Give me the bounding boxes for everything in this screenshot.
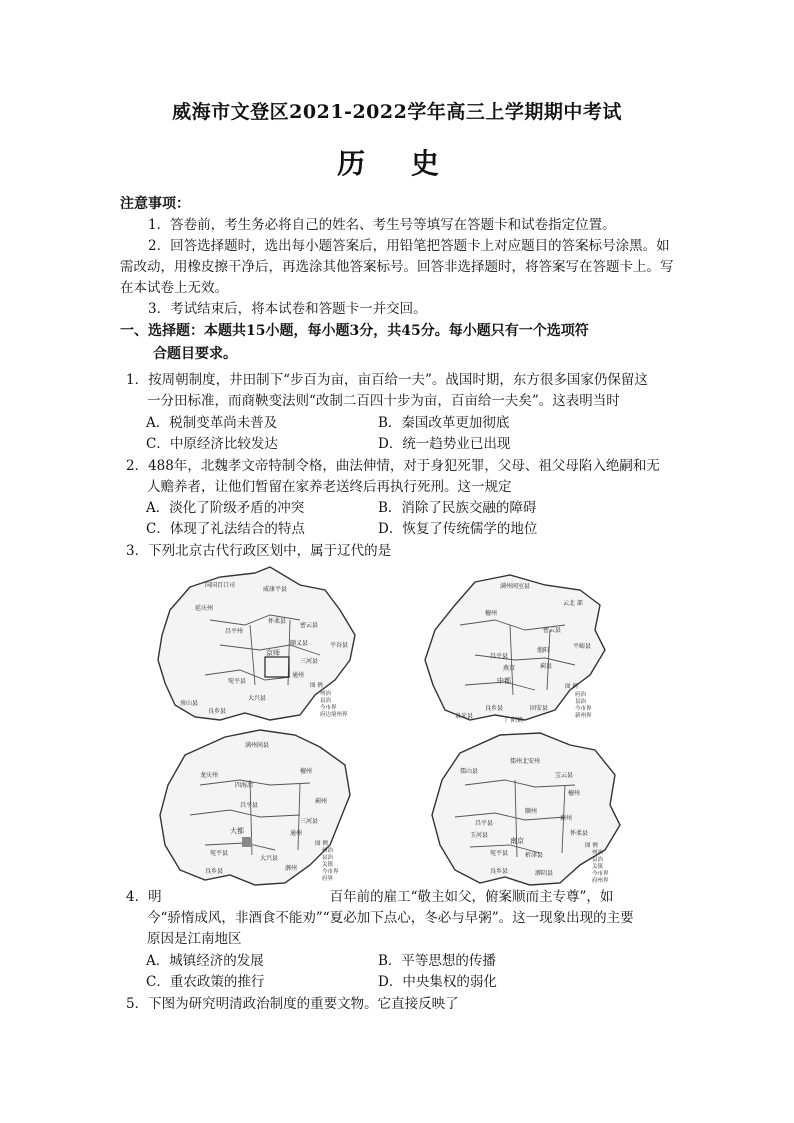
legend-item: 州治	[322, 848, 334, 854]
map-capital: 南京	[510, 837, 524, 845]
map-option-b[interactable]	[415, 570, 615, 735]
legend-item: 今市界	[592, 871, 609, 877]
place-label: 昌平县	[240, 802, 259, 809]
notice-heading: 注意事项：	[120, 196, 190, 212]
option-b[interactable]: B．秦国改革更加彻底	[378, 415, 510, 431]
question-text-cont: 一分田标准，而商鞅变法则“改制二百四十步为亩，百亩给一夫矣”。这表明当时	[147, 393, 620, 409]
option-d[interactable]: D．统一趋势业已出现	[378, 436, 511, 452]
exam-title: 威海市文登区2021-2022学年高三上学期期中考试	[172, 101, 622, 123]
legend-item: 今市界	[322, 869, 339, 875]
option-d[interactable]: D．中央集权的弱化	[378, 974, 497, 990]
legend-item: 新州界	[575, 713, 592, 719]
place-label: 宛平县	[228, 678, 247, 685]
place-label: 宛平县	[210, 850, 229, 857]
place-label: 密云县	[300, 622, 319, 629]
map-option-a[interactable]	[150, 565, 370, 730]
question-number: 1．	[126, 372, 149, 388]
place-label: 怀柔县	[268, 618, 287, 625]
place-label: 国国百口司	[205, 582, 236, 589]
place-label: 大兴县	[248, 695, 267, 702]
place-label: 平峪县	[573, 643, 592, 650]
legend-item: 府州界	[592, 878, 609, 884]
legend-item: 县治	[575, 699, 587, 705]
place-label: 漷阴县	[535, 870, 554, 877]
place-label: 儒山县	[460, 768, 479, 775]
question-4-options	[146, 951, 666, 993]
place-label: 檀州	[568, 790, 581, 797]
notice-item-3: 3．考试结束后，将本试卷和答题卡一并交回。	[148, 301, 427, 317]
legend-item: 今市界	[575, 706, 592, 712]
question-text: 488年，北魏孝文帝特制令格，曲法伸情，对于身犯死罪，父母、祖父母陷入绝嗣和无	[148, 458, 660, 474]
legend-item: 州治	[592, 850, 604, 856]
question-5	[126, 994, 678, 1015]
place-label: 通州	[290, 830, 303, 837]
place-label: 蓟州	[315, 798, 328, 805]
legend-item: 关镇	[592, 864, 604, 870]
question-text-cont: 原因是江南地区	[147, 931, 242, 947]
map-option-d[interactable]	[420, 725, 625, 890]
place-label: 四海冶	[235, 782, 254, 789]
map-capital: 大都	[230, 827, 244, 835]
place-label: 昌平州	[225, 628, 244, 635]
place-label: 顺州	[525, 808, 538, 815]
place-label: 燕京	[503, 665, 516, 672]
map-capital: 中都	[497, 677, 511, 685]
place-label: 龙庆州	[200, 772, 219, 779]
place-label: 良乡县	[485, 705, 504, 712]
legend-item: 府边境州界	[320, 712, 348, 718]
option-a[interactable]: A．淡化了阶级矛盾的冲突	[146, 500, 305, 516]
legend-item: 县治	[322, 855, 334, 861]
place-label: 檀州	[300, 768, 313, 775]
place-label: 良乡县	[490, 868, 509, 875]
section-heading	[120, 320, 680, 366]
question-text: 按周朝制度，井田制下“步百为亩，亩百给一夫”。战国时期，东方很多国家仍保留这	[148, 372, 648, 388]
place-label: 蓟县	[540, 663, 553, 670]
notice-item-2: 2．回答选择题时，选出每小题答案后，用铅笔把答题卡上对应题目的答案标号涂黑。如需改动，用橡皮擦干净后，再选涂其他答案标号。回答非选择题时，将答案写在答题卡上。写在本试卷上无效。	[120, 238, 674, 296]
place-label: 檀州	[485, 610, 498, 617]
place-label: 广阳镇	[505, 717, 524, 724]
place-label: 延庆州	[195, 605, 214, 612]
legend-item: 府治	[575, 692, 587, 698]
place-label: 良乡县	[208, 708, 227, 715]
place-label: 怀柔县	[570, 830, 589, 837]
place-label: 漷州	[285, 865, 298, 872]
place-label: 通州	[292, 672, 305, 679]
question-text: 下列北京古代行政区划中，属于辽代的是	[148, 543, 392, 559]
question-text-cont: 今“骄惰成风，非酒食不能劝”“夏必加下点心，冬必与早粥”。这一现象出现的主要	[147, 910, 634, 926]
legend-item: 府界	[322, 876, 334, 882]
place-label: 威康平县	[263, 586, 288, 593]
section-heading-line2: 合题目要求。	[153, 346, 237, 362]
option-b[interactable]: B．平等思想的传播	[378, 953, 496, 969]
notice-item-1: 1．答卷前，考生务必将自己的姓名、考生号等填写在答题卡和试卷指定位置。	[148, 217, 616, 233]
place-label: 满州间县	[245, 742, 270, 749]
place-label: 大兴县	[260, 855, 279, 862]
question-2	[126, 456, 678, 498]
place-label: 三河县	[300, 658, 319, 665]
option-a[interactable]: A．城镇经济的发展	[146, 953, 264, 969]
option-c[interactable]: C．重农政策的推行	[146, 974, 265, 990]
option-d[interactable]: D．恢复了传统儒学的地位	[378, 521, 538, 537]
place-label: 渔阳	[537, 647, 550, 654]
place-label: 房山县	[180, 700, 199, 707]
question-1	[126, 370, 678, 412]
legend-title: 图 例	[315, 841, 328, 847]
place-label: 固安县	[530, 705, 549, 712]
legend-title: 图 例	[585, 843, 598, 849]
place-label: 宛平县	[490, 850, 509, 857]
question-1-options	[146, 413, 666, 455]
place-label: 析津县	[525, 852, 544, 859]
question-2-options	[146, 498, 666, 540]
place-label: 儒州北安州	[510, 758, 541, 765]
place-label: 三河县	[300, 818, 319, 825]
question-text-start: 明	[148, 889, 162, 905]
place-label: 良乡县	[205, 868, 224, 875]
place-label: 云北 部	[563, 600, 583, 607]
place-label: 玉河县	[470, 832, 489, 839]
legend-title: 图 例	[565, 684, 578, 690]
question-text-cont: 人赡养者，让他们暂留在家养老送终后再执行死刑。这一规定	[147, 479, 512, 495]
question-3	[126, 541, 678, 562]
place-label: 昌平县	[490, 653, 509, 660]
question-number: 2．	[126, 458, 149, 474]
place-label: 密云县	[543, 627, 562, 634]
place-label: 昌平县	[475, 820, 494, 827]
place-label: 蓟州	[560, 815, 573, 822]
subject-title: 历 史	[337, 147, 457, 180]
legend-title: 图 例	[310, 683, 323, 689]
legend-item: 关镇	[322, 862, 334, 868]
place-label: 泉光县	[455, 713, 474, 720]
place-label: 顺义县	[290, 640, 309, 647]
option-c[interactable]: C．体现了礼法结合的特点	[146, 521, 305, 537]
map-option-c[interactable]	[150, 725, 370, 890]
place-label: 宝云县	[555, 772, 574, 779]
place-label: 满州间室县	[500, 583, 531, 590]
legend-item: 州治	[320, 691, 332, 697]
legend-item: 县治	[592, 857, 604, 863]
question-number: 3．	[126, 543, 149, 559]
legend-item: 今市界	[320, 705, 337, 711]
question-text: 下图为研究明清政治制度的重要文物。它直接反映了	[148, 996, 459, 1012]
question-text: 百年前的雇工“敬主如父，俯案顺而主专尊”，如	[329, 889, 614, 905]
question-4	[126, 887, 678, 950]
section-heading-line1: 一、选择题：本题共15小题，每小题3分，共45分。每小题只有一个选项符	[120, 323, 589, 339]
question-number: 5．	[126, 996, 149, 1012]
legend-item: 县治	[320, 698, 332, 704]
option-c[interactable]: C．中原经济比较发达	[146, 436, 278, 452]
option-b[interactable]: B．消除了民族交融的障碍	[378, 500, 537, 516]
place-label: 平谷县	[330, 642, 349, 649]
question-number: 4．	[126, 889, 149, 905]
map-capital: 京师	[266, 649, 280, 657]
option-a[interactable]: A．税制变革尚未普及	[146, 415, 278, 431]
